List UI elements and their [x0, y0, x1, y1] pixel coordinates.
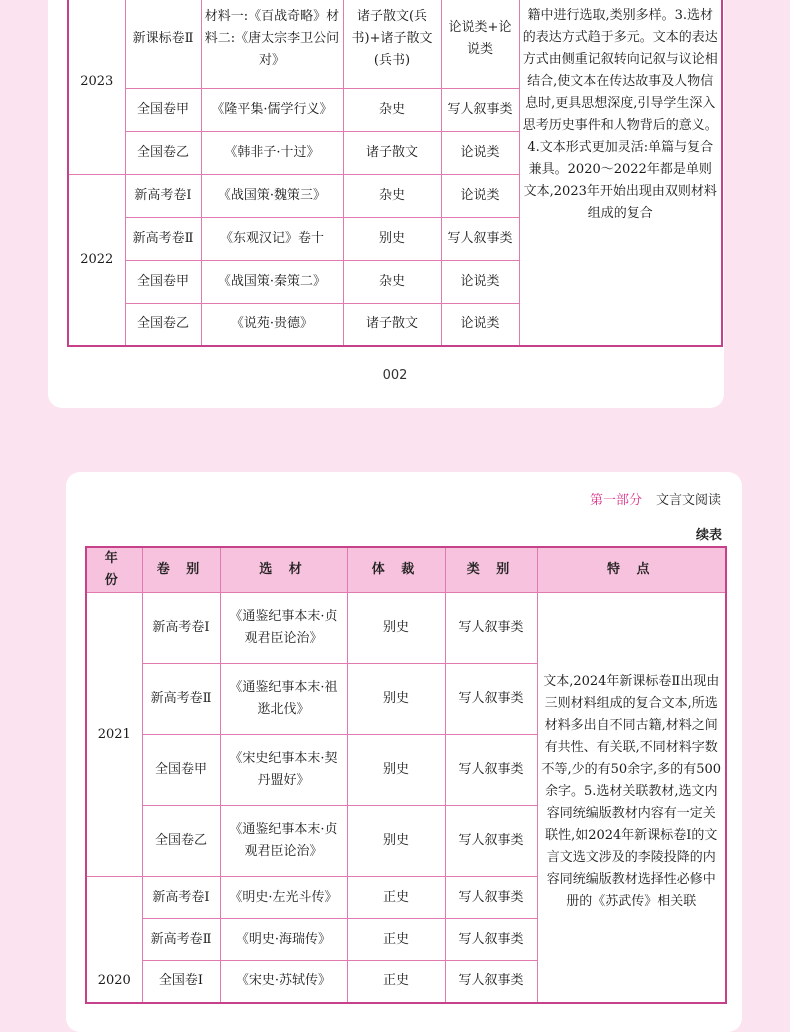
section-part-label: 第一部分 — [590, 493, 643, 508]
continued-label: 续表 — [696, 528, 723, 543]
category-cell: 写人叙事类 — [441, 89, 519, 132]
material-cell: 《说苑·贵德》 — [201, 304, 343, 346]
paper-cell: 全国卷乙 — [142, 806, 220, 877]
paper-cell: 全国卷乙 — [125, 132, 201, 175]
paper-cell: 全国卷乙 — [125, 304, 201, 346]
category-cell: 论说类 — [441, 304, 519, 346]
genre-cell: 正史 — [347, 919, 445, 961]
genre-cell: 杂史 — [343, 89, 441, 132]
genre-cell: 诸子散文 — [343, 304, 441, 346]
category-cell: 写人叙事类 — [445, 806, 537, 877]
col-header-feature: 特 点 — [537, 547, 726, 593]
genre-cell: 别史 — [347, 735, 445, 806]
material-cell: 《宋史纪事本末·契丹盟好》 — [220, 735, 347, 806]
paper-cell: 全国卷Ⅰ — [142, 961, 220, 1003]
category-cell: 论说类 — [441, 261, 519, 304]
material-cell: 《明史·海瑞传》 — [220, 919, 347, 961]
material-cell: 《隆平集·儒学行义》 — [201, 89, 343, 132]
material-cell: 《通鉴纪事本末·贞观君臣论治》 — [220, 806, 347, 877]
category-cell: 论说类+论说类 — [441, 0, 519, 89]
category-cell: 写人叙事类 — [445, 919, 537, 961]
paper-cell: 全国卷甲 — [142, 735, 220, 806]
col-header-category: 类 别 — [445, 547, 537, 593]
paper-cell: 新高考卷Ⅰ — [125, 175, 201, 218]
paper-cell: 新课标卷Ⅱ — [125, 0, 201, 89]
year-cell: 2023 — [68, 0, 125, 175]
genre-cell: 杂史 — [343, 261, 441, 304]
material-cell: 《宋史·苏轼传》 — [220, 961, 347, 1003]
genre-cell: 别史 — [347, 593, 445, 664]
page-number: 002 — [382, 368, 408, 383]
genre-cell: 正史 — [347, 877, 445, 919]
col-header-genre: 体 裁 — [347, 547, 445, 593]
material-cell: 《战国策·魏策三》 — [201, 175, 343, 218]
material-cell: 《明史·左光斗传》 — [220, 877, 347, 919]
category-cell: 写人叙事类 — [441, 218, 519, 261]
category-cell: 论说类 — [441, 132, 519, 175]
paper-cell: 新高考卷Ⅰ — [142, 877, 220, 919]
material-cell: 《战国策·秦策二》 — [201, 261, 343, 304]
col-header-material: 选 材 — [220, 547, 347, 593]
genre-cell: 别史 — [347, 664, 445, 735]
col-header-year: 年 份 — [86, 547, 142, 593]
exam-table-bottom — [85, 546, 727, 1004]
material-cell: 《韩非子·十过》 — [201, 132, 343, 175]
genre-cell: 诸子散文(兵书)+诸子散文(兵书) — [343, 0, 441, 89]
genre-cell: 杂史 — [343, 175, 441, 218]
genre-cell: 正史 — [347, 961, 445, 1003]
paper-cell: 新高考卷Ⅰ — [142, 593, 220, 664]
paper-cell: 新高考卷Ⅱ — [142, 664, 220, 735]
year-cell: 2022 — [68, 175, 125, 346]
section-title: 文言文阅读 — [656, 493, 722, 508]
category-cell: 写人叙事类 — [445, 735, 537, 806]
material-cell: 《通鉴纪事本末·贞观君臣论治》 — [220, 593, 347, 664]
genre-cell: 诸子散文 — [343, 132, 441, 175]
col-header-paper: 卷 别 — [142, 547, 220, 593]
year-cell: 2020 — [86, 877, 142, 1003]
genre-cell: 别史 — [343, 218, 441, 261]
genre-cell: 别史 — [347, 806, 445, 877]
category-cell: 写人叙事类 — [445, 961, 537, 1003]
material-cell: 《通鉴纪事本末·祖逖北伐》 — [220, 664, 347, 735]
paper-cell: 新高考卷Ⅱ — [142, 919, 220, 961]
exam-table-top — [67, 0, 723, 347]
category-cell: 写人叙事类 — [445, 877, 537, 919]
material-cell: 《东观汉记》卷十 — [201, 218, 343, 261]
paper-cell: 新高考卷Ⅱ — [125, 218, 201, 261]
year-cell: 2021 — [86, 593, 142, 877]
feature-cell: 文本,2024年新课标卷Ⅱ出现由三则材料组成的复合文本,所选材料多出自不同古籍,材料之间有共性、有关联,不同材料字数不等,少的有50余字,多的有500余字。5.选材关联教材,选文内容同统编版教材内容有一定关联性,如2024年新课标卷Ⅰ的文言文选文涉及的李陵投降的内容同统编版教材选择性必修中册的《苏武传》相关联 — [537, 593, 726, 1003]
material-cell: 材料一:《百战奇略》材料二:《唐太宗李卫公问对》 — [201, 0, 343, 89]
category-cell: 写人叙事类 — [445, 593, 537, 664]
paper-cell: 全国卷甲 — [125, 261, 201, 304]
feature-cell: 籍中进行选取,类别多样。3.选材的表达方式趋于多元。文本的表达方式由侧重记叙转向记叙与议论相结合,使文本在传达故事及人物信息时,更具思想深度,引导学生深入思考历史事件和人物背后的意义。4.文本形式更加灵活:单篇与复合兼具。2020～2022年都是单则文本,2023年开始出现由双则材料组成的复合 — [519, 0, 722, 346]
paper-cell: 全国卷甲 — [125, 89, 201, 132]
category-cell: 写人叙事类 — [445, 664, 537, 735]
category-cell: 论说类 — [441, 175, 519, 218]
